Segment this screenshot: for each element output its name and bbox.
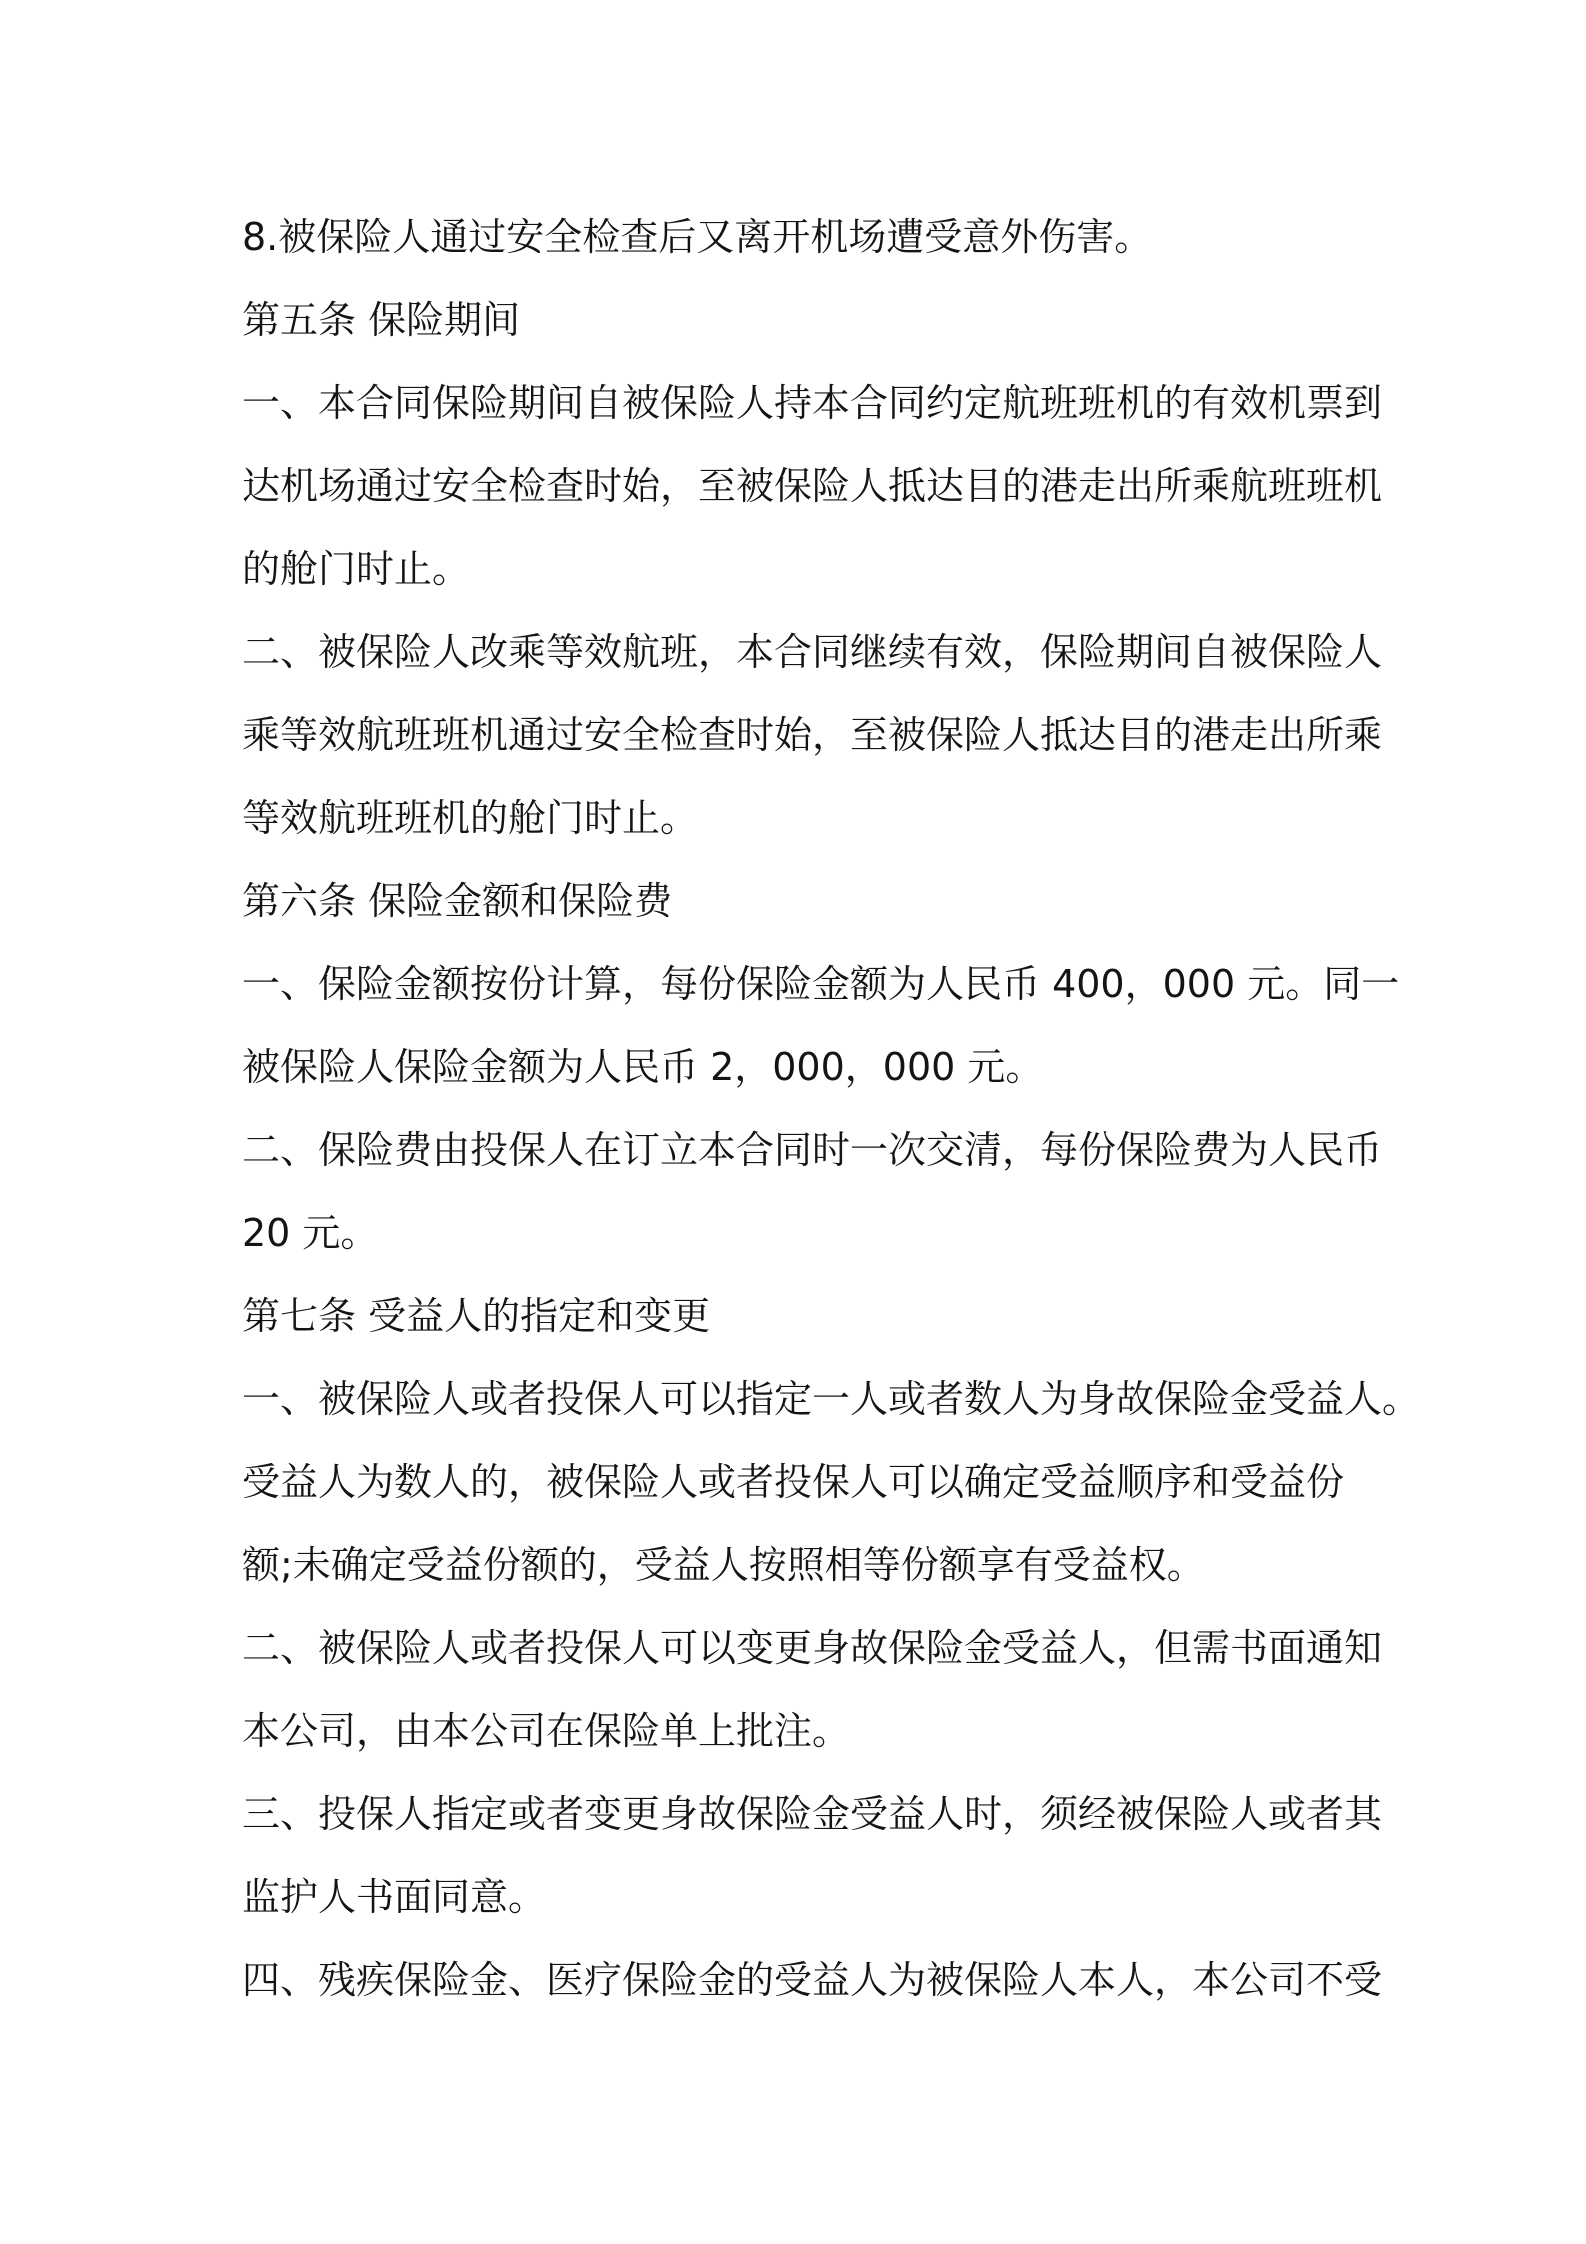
text-line: 一、保险金额按份计算，每份保险金额为人民币 400，000 元。同一 xyxy=(242,962,1400,1006)
text-line: 一、本合同保险期间自被保险人持本合同约定航班班机的有效机票到 xyxy=(242,381,1383,425)
text-line: 8.被保险人通过安全检查后又离开机场遭受意外伤害。 xyxy=(242,215,1153,259)
text-line: 的舱门时止。 xyxy=(242,547,471,591)
text-line: 二、被保险人或者投保人可以变更身故保险金受益人，但需书面通知 xyxy=(242,1626,1383,1670)
text-line: 二、保险费由投保人在订立本合同时一次交清，每份保险费为人民币 xyxy=(242,1128,1383,1172)
text-line: 额;未确定受益份额的，受益人按照相等份额享有受益权。 xyxy=(242,1543,1205,1587)
section-heading: 第五条 保险期间 xyxy=(242,298,521,342)
text-line: 等效航班班机的舱门时止。 xyxy=(242,796,699,840)
text-line: 20 元。 xyxy=(242,1211,379,1255)
text-line: 一、被保险人或者投保人可以指定一人或者数人为身故保险金受益人。 xyxy=(242,1377,1421,1421)
section-heading: 第六条 保险金额和保险费 xyxy=(242,879,673,923)
text-line: 监护人书面同意。 xyxy=(242,1875,547,1919)
text-line: 受益人为数人的，被保险人或者投保人可以确定受益顺序和受益份 xyxy=(242,1460,1345,1504)
document-body xyxy=(242,196,1421,2022)
text-line: 达机场通过安全检查时始，至被保险人抵达目的港走出所乘航班班机 xyxy=(242,464,1383,508)
text-line: 三、投保人指定或者变更身故保险金受益人时，须经被保险人或者其 xyxy=(242,1792,1383,1836)
text-line: 被保险人保险金额为人民币 2，000，000 元。 xyxy=(242,1045,1044,1089)
text-line: 本公司，由本公司在保险单上批注。 xyxy=(242,1709,851,1753)
section-heading: 第七条 受益人的指定和变更 xyxy=(242,1294,711,1338)
text-line: 二、被保险人改乘等效航班，本合同继续有效，保险期间自被保险人 xyxy=(242,630,1383,674)
text-line: 四、残疾保险金、医疗保险金的受益人为被保险人本人，本公司不受 xyxy=(242,1958,1383,2002)
text-line: 乘等效航班班机通过安全检查时始，至被保险人抵达目的港走出所乘 xyxy=(242,713,1383,757)
